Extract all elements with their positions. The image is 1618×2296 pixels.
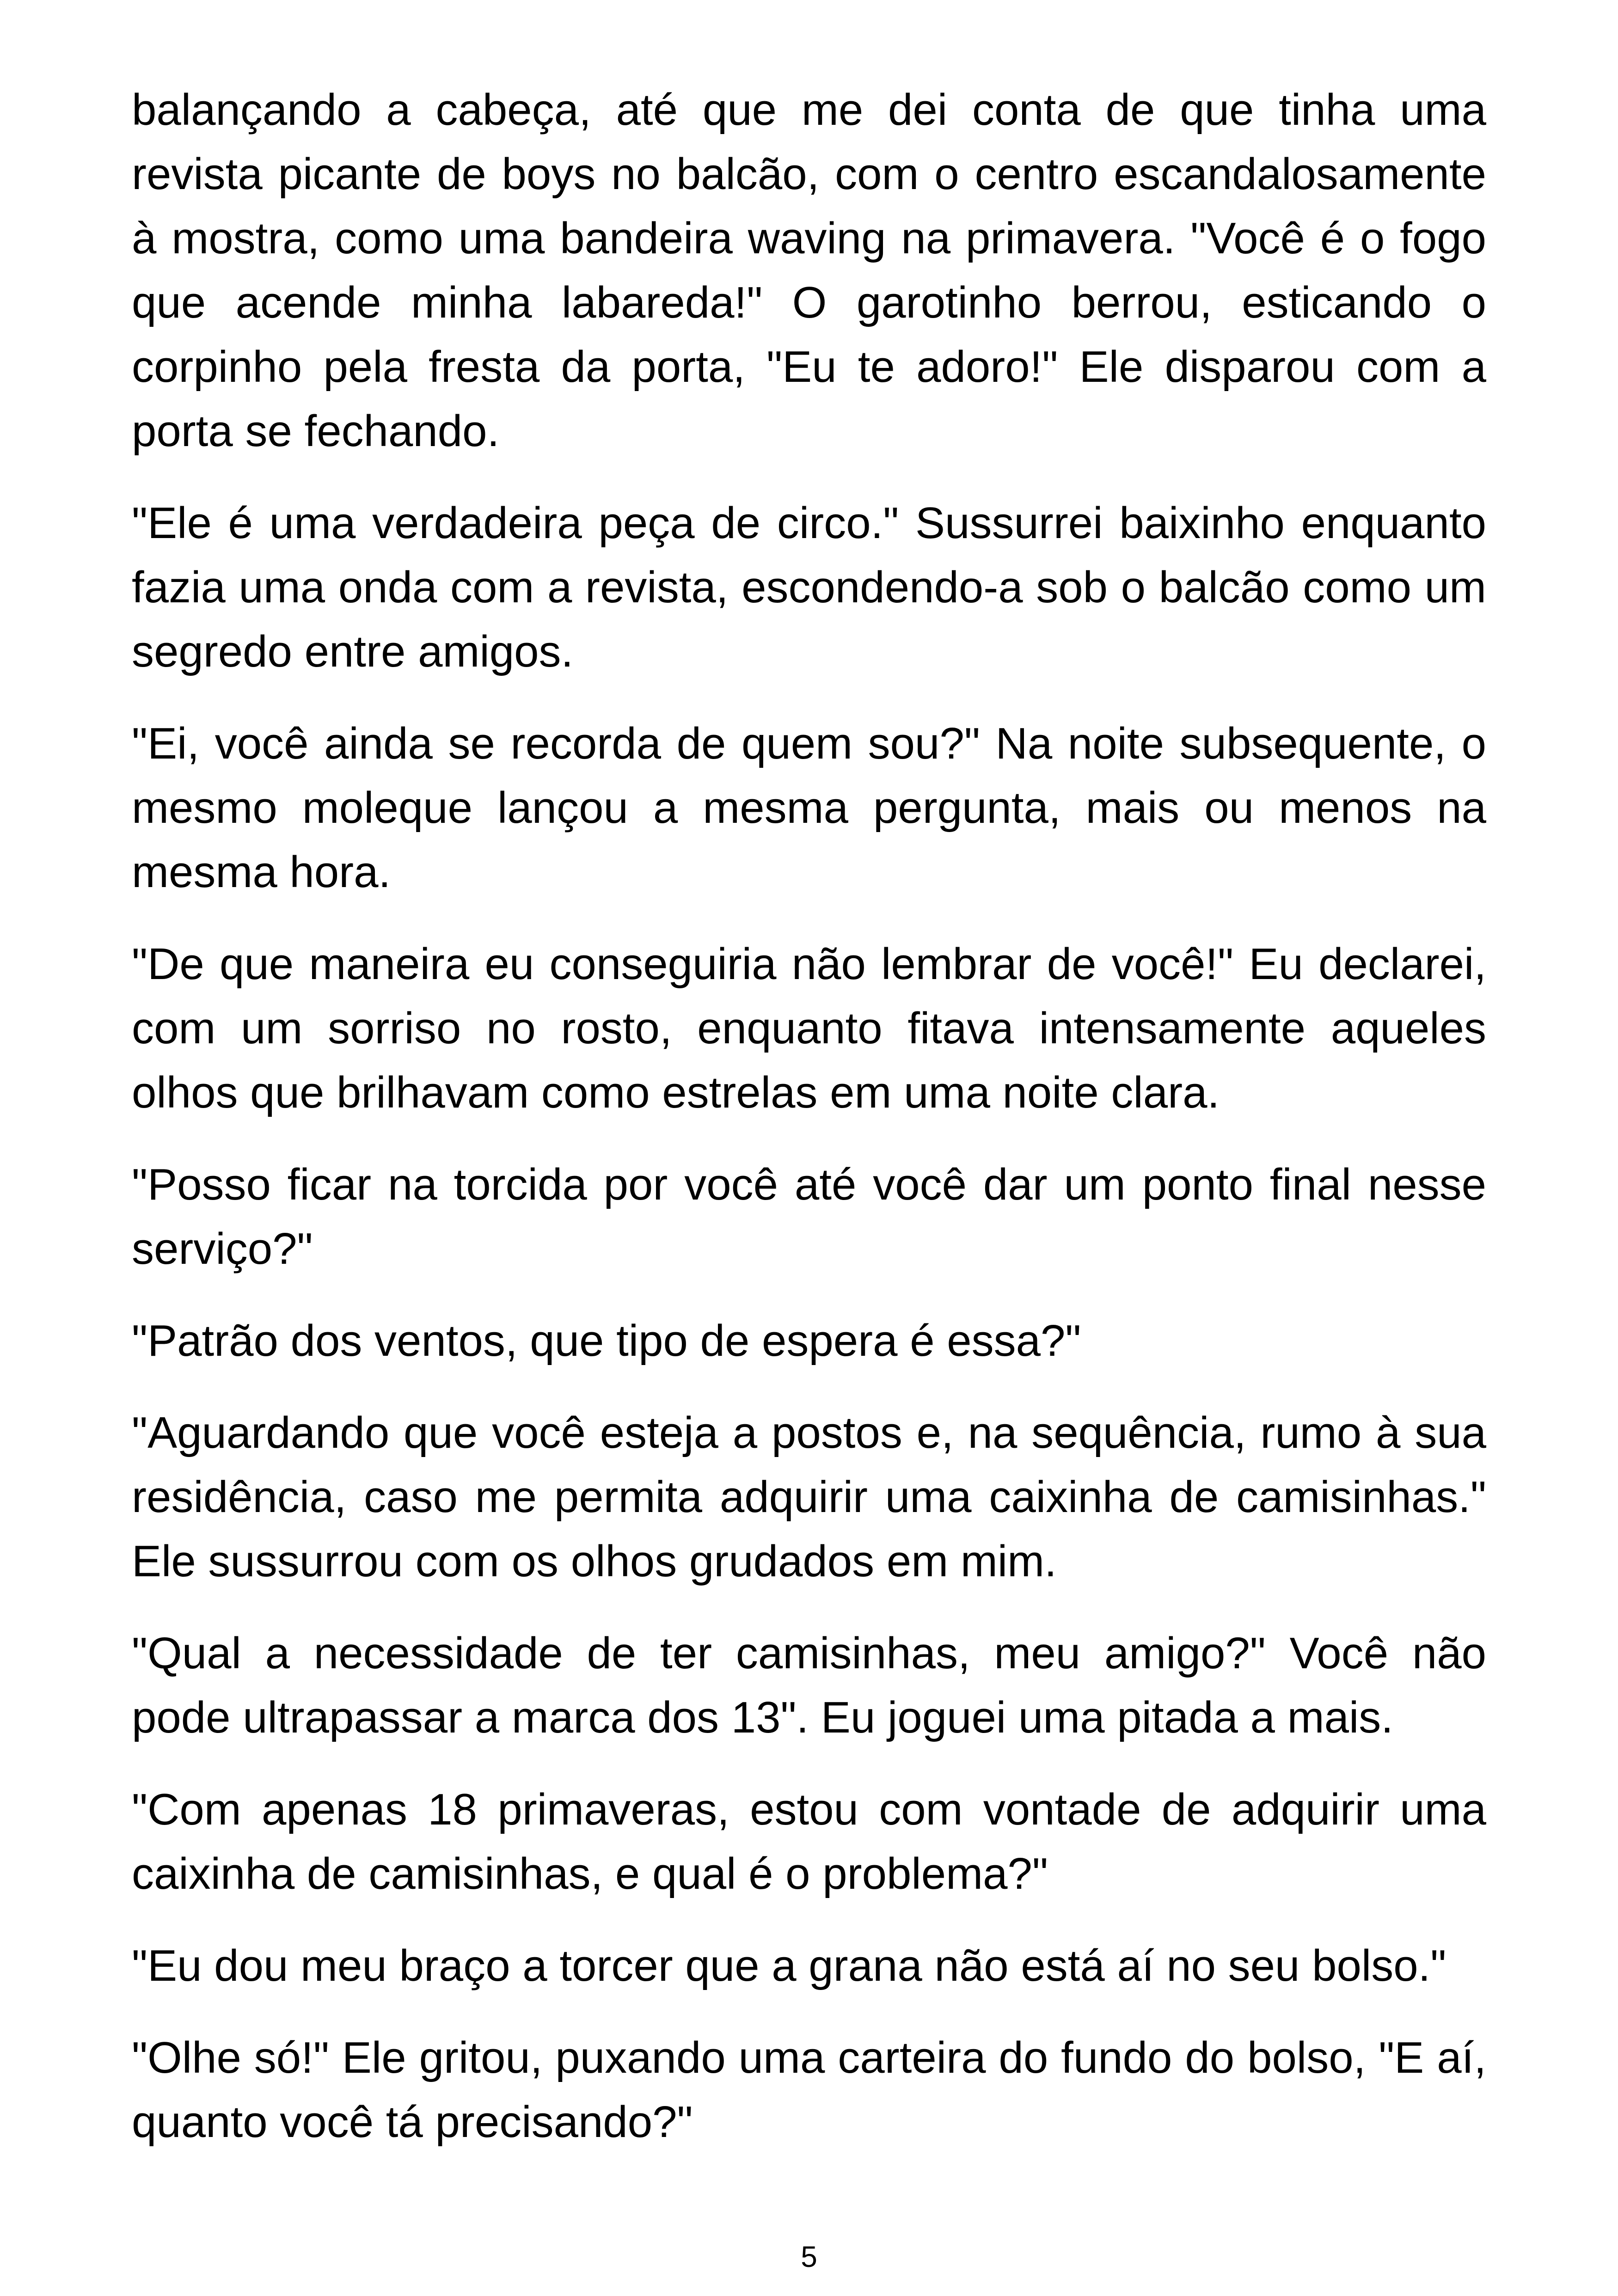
paragraph: "Qual a necessidade de ter camisinhas, meu amigo?" Você não pode ultrapassar a marca dos 13". Eu joguei uma pitada a mais. <box>132 1629 1486 1742</box>
paragraph: "De que maneira eu conseguiria não lembrar de você!" Eu declarei, com um sorriso no rosto, enquanto fitava intensamente aqueles olhos que brilhavam como estrelas em uma noite clara. <box>132 939 1486 1117</box>
text-body <box>132 78 1486 2182</box>
paragraph: "Patrão dos ventos, que tipo de espera é essa?" <box>132 1316 1081 1365</box>
paragraph: "Eu dou meu braço a torcer que a grana não está aí no seu bolso." <box>132 1941 1446 1990</box>
paragraph: "Com apenas 18 primaveras, estou com vontade de adquirir uma caixinha de camisinhas, e qual é o problema?" <box>132 1785 1486 1898</box>
paragraph: balançando a cabeça, até que me dei conta de que tinha uma revista picante de boys no balcão, com o centro escandalosamente à mostra, como uma bandeira waving na primavera. "Você é o fogo que acende minha labareda!" O garotinho berrou, esticando o corpinho pela fresta da porta, "Eu te adoro!" Ele disparou com a porta se fechando. <box>132 85 1486 456</box>
paragraph: "Ei, você ainda se recorda de quem sou?" Na noite subsequente, o mesmo moleque lançou a mesma pergunta, mais ou menos na mesma hora. <box>132 719 1486 897</box>
paragraph: "Aguardando que você esteja a postos e, na sequência, rumo à sua residência, caso me permita adquirir uma caixinha de camisinhas." Ele sussurrou com os olhos grudados em mim. <box>132 1408 1486 1586</box>
paragraph: "Posso ficar na torcida por você até você dar um ponto final nesse serviço?" <box>132 1160 1486 1274</box>
paragraph: "Olhe só!" Ele gritou, puxando uma carteira do fundo do bolso, "E aí, quanto você tá precisando?" <box>132 2033 1486 2147</box>
page-number: 5 <box>801 2240 817 2273</box>
paragraph: "Ele é uma verdadeira peça de circo." Sussurrei baixinho enquanto fazia uma onda com a revista, escondendo-a sob o balcão como um segredo entre amigos. <box>132 498 1486 676</box>
